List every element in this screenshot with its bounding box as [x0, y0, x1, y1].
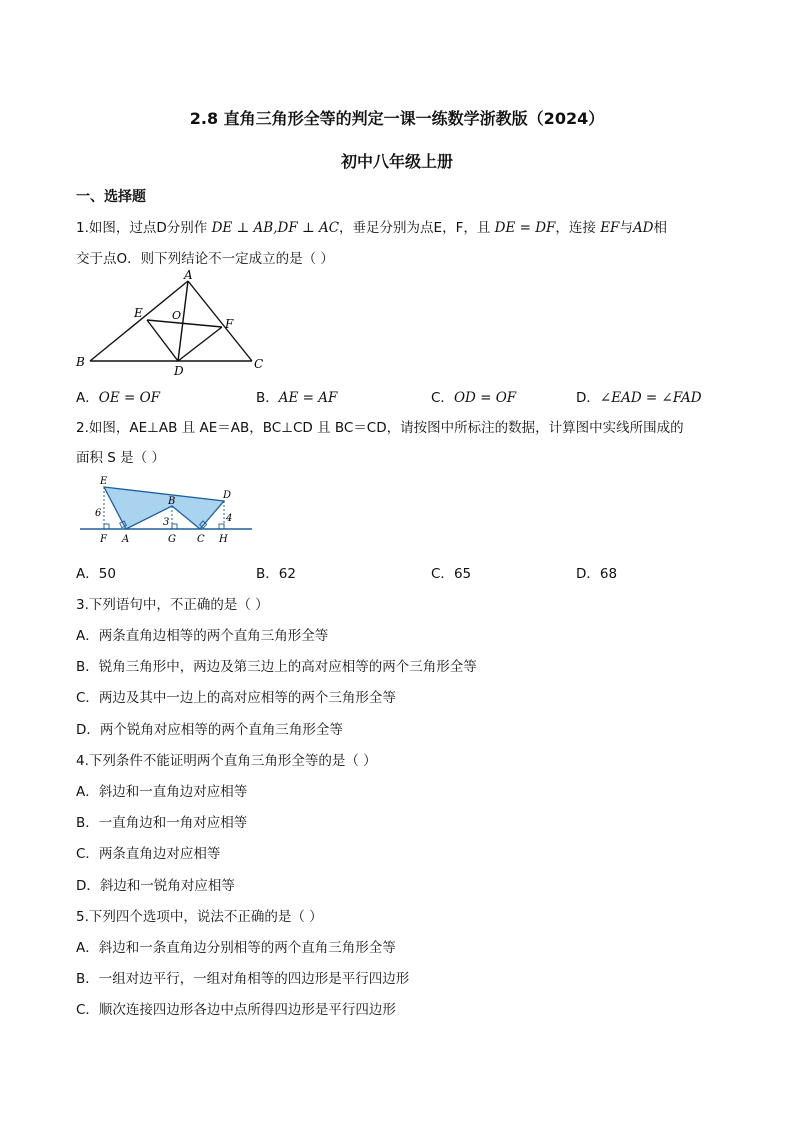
q2-label-a: A	[122, 534, 130, 545]
q3-option-c: C．两边及其中一边上的高对应相等的两个三角形全等	[76, 690, 396, 706]
q1-conj: 与	[619, 220, 633, 236]
q1-label-a: A	[184, 270, 193, 282]
q2-label-d: D	[223, 490, 232, 501]
q1-cond2: DE = DF	[494, 220, 556, 236]
q1-post: ，连接	[555, 220, 596, 236]
q1-option-b: B．AE = AF	[256, 390, 338, 406]
q1-label-e: E	[134, 306, 143, 320]
q3-option-b: B．锐角三角形中，两边及第三边上的高对应相等的两个三角形全等	[76, 659, 477, 675]
q1-mid: ，垂足分别为点E，F，且	[339, 220, 491, 236]
q1-label-b: B	[76, 355, 85, 369]
q3-option-a: A．两条直角边相等的两个直角三角形全等	[76, 628, 329, 644]
q4-option-a: A．斜边和一直角边对应相等	[76, 784, 248, 800]
q3-stem: 3.下列语句中，不正确的是（ ）	[76, 597, 269, 613]
q1-label-f: F	[225, 317, 234, 331]
q1-label-c: C	[254, 357, 264, 371]
q1-cond1: DE ⊥ AB,DF ⊥ AC	[211, 220, 340, 236]
q2-polygon-figure	[80, 474, 255, 546]
q1-label-o: O	[172, 309, 182, 322]
q1-option-c: C．OD = OF	[431, 390, 517, 406]
q1-seg1: EF	[600, 220, 620, 236]
q1-stem-line1	[76, 216, 667, 236]
q1-option-a: A．OE = OF	[76, 390, 161, 406]
q5-option-b: B．一组对边平行，一组对角相等的四边形是平行四边形	[76, 971, 410, 987]
q1-label-d: D	[174, 364, 184, 378]
q2-option-c: C．65	[431, 566, 472, 582]
q4-option-c: C．两条直角边对应相等	[76, 846, 221, 862]
q4-stem: 4.下列条件不能证明两个直角三角形全等的是（ ）	[76, 753, 377, 769]
section-heading: 一、选择题	[76, 189, 146, 205]
q2-label-4: 4	[226, 513, 233, 524]
q2-option-a: A．50	[76, 566, 116, 582]
document-title: 2.8 直角三角形全等的判定一课一练数学浙教版（2024）	[189, 109, 605, 128]
q5-option-a: A．斜边和一条直角边分别相等的两个直角三角形全等	[76, 940, 396, 956]
q2-label-6: 6	[95, 508, 102, 519]
q5-option-c: C．顺次连接四边形各边中点所得四边形是平行四边形	[76, 1002, 396, 1018]
q2-label-g: G	[168, 534, 176, 545]
q1-option-d: D．∠EAD = ∠FAD	[576, 390, 702, 406]
q1-triangle-figure	[70, 270, 270, 378]
q1-pre: 1.如图，过点D分别作	[76, 220, 208, 236]
q1-end: 相	[653, 220, 668, 236]
q2-stem-line2: 面积 S 是（ ）	[76, 450, 165, 466]
q1-stem-line2: 交于点O．则下列结论不一定成立的是（ ）	[76, 251, 334, 267]
q2-label-f: F	[100, 534, 107, 545]
document-subtitle: 初中八年级上册	[340, 152, 453, 171]
q2-label-h: H	[219, 534, 228, 545]
q2-label-c: C	[197, 534, 205, 545]
q3-option-d: D．两个锐角对应相等的两个直角三角形全等	[76, 722, 343, 738]
q2-label-b: B	[168, 496, 176, 507]
q2-label-3: 3	[163, 517, 170, 528]
q4-option-b: B．一直角边和一角对应相等	[76, 815, 248, 831]
q4-option-d: D．斜边和一锐角对应相等	[76, 878, 235, 894]
q2-option-b: B．62	[256, 566, 296, 582]
q2-label-e: E	[100, 476, 108, 487]
q5-stem: 5.下列四个选项中，说法不正确的是（ ）	[76, 909, 323, 925]
q2-option-d: D．68	[576, 566, 618, 582]
q1-seg2: AD	[632, 220, 654, 236]
q2-stem-line1: 2.如图，AE⊥AB 且 AE＝AB，BC⊥CD 且 BC＝CD，请按图中所标注的数据，计算图中实线所围成的	[76, 420, 684, 436]
